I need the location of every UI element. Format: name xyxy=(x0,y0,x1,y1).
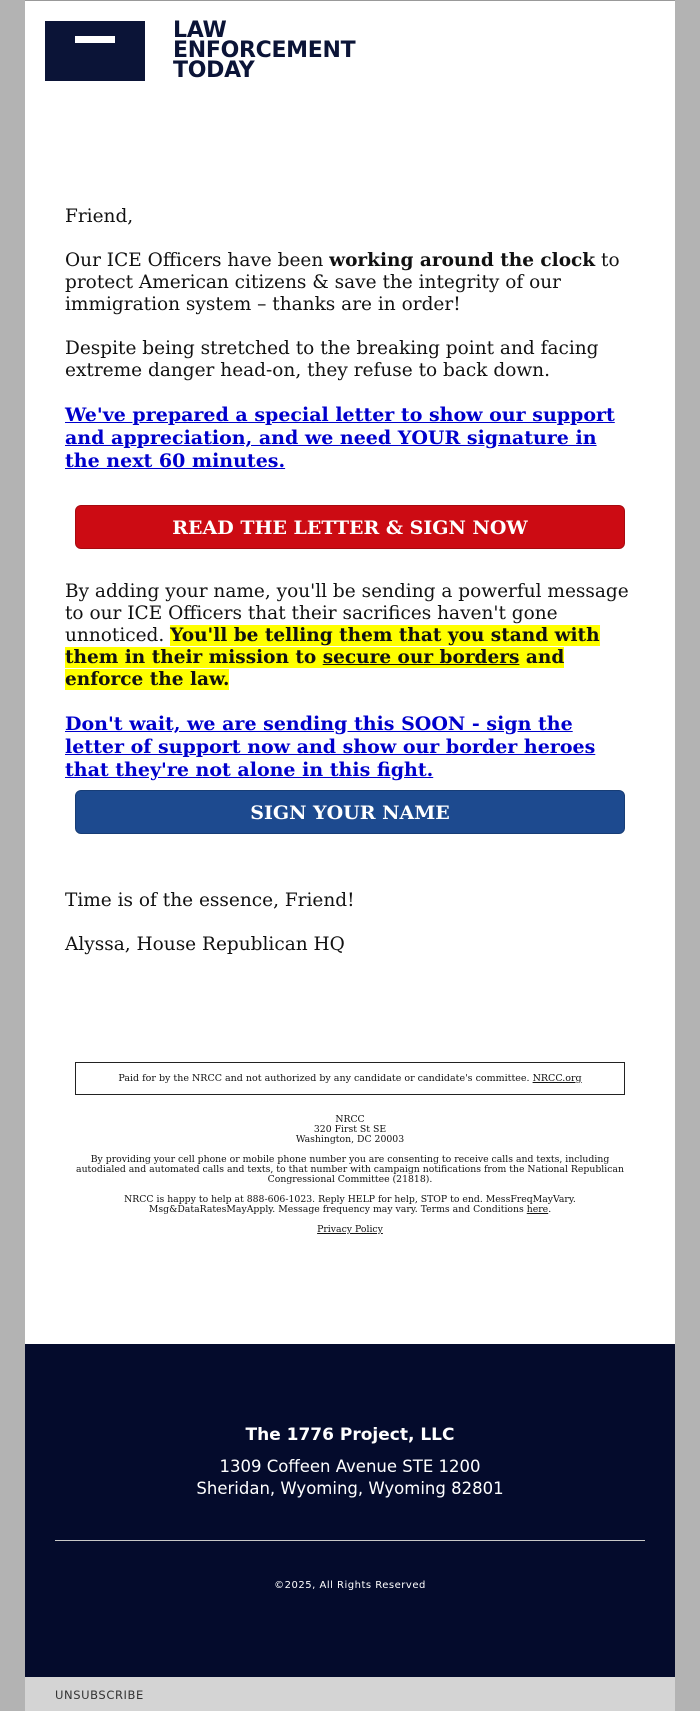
terms-here-link[interactable]: here xyxy=(526,1204,549,1215)
legal-text xyxy=(65,1115,635,1245)
footer xyxy=(25,1344,675,1677)
sms-consent: By providing your cell phone or mobile phone number you are consenting to receive calls and texts, including autodialed and automated calls and texts, to that number with campaign notifications from the National Republican Congressional Committee (21818). xyxy=(76,1154,624,1185)
footer-divider xyxy=(55,1540,645,1541)
logo-text-today: TODAY xyxy=(173,58,255,83)
company-address-line1: 1309 Coffeen Avenue STE 1200 xyxy=(219,1457,481,1476)
unsubscribe-link[interactable]: UNSUBSCRIBE xyxy=(55,1688,144,1702)
privacy-paragraph xyxy=(65,1225,635,1235)
paid-for-disclaimer xyxy=(75,1062,625,1095)
dont-wait-link[interactable]: Don't wait, we are sending this SOON - sign the letter of support now and show our border heroes that they're not alone in this fight. xyxy=(65,713,596,781)
hl-end: and enforce the law. xyxy=(65,647,565,690)
company-address-line2: Sheridan, Wyoming, Wyoming 82801 xyxy=(196,1479,504,1498)
paragraph-ice-officers xyxy=(65,250,635,316)
message-content xyxy=(65,206,635,978)
org-street: 320 First St SE xyxy=(313,1124,387,1135)
read-letter-sign-button[interactable]: READ THE LETTER & SIGN NOW xyxy=(75,505,625,549)
company-name: The 1776 Project, LLC xyxy=(245,1425,455,1445)
p1-bold: working around the clock xyxy=(329,250,596,271)
help-text-body: NRCC is happy to help at 888-606-1023. Reply HELP for help, STOP to end. MessFreqMayVary. Msg&DataRatesMayApply. Message frequency may vary. Terms and Conditions xyxy=(124,1194,576,1215)
hl-start: You'll be telling them that you stand with them in their mission to xyxy=(65,625,600,668)
sign-your-name-button[interactable]: SIGN YOUR NAME xyxy=(75,790,625,834)
p3-text: By adding your name, you'll be sending a powerful message to our ICE Officers that their sacrifices haven't gone unnoticed. xyxy=(65,581,629,646)
p1-start: Our ICE Officers have been xyxy=(65,250,330,271)
help-text: NRCC is happy to help at 888-606-1023. Reply HELP for help, STOP to end. MessFreqMayVary. Msg&DataRatesMayApply. Message frequency may vary. Terms and Conditions here. xyxy=(124,1194,576,1215)
org-address xyxy=(65,1115,635,1145)
paragraph-breaking-point: Despite being stretched to the breaking point and facing extreme danger head-on, they refuse to back down. xyxy=(65,338,599,381)
law-enforcement-today-logo[interactable] xyxy=(45,18,365,83)
greeting: Friend, xyxy=(65,206,134,227)
org-city: Washington, DC 20003 xyxy=(295,1134,405,1145)
logo-text-law: LAW xyxy=(173,18,227,43)
org-name: NRCC xyxy=(335,1114,365,1125)
copyright: ©2025, All Rights Reserved xyxy=(274,1580,426,1591)
dont-wait-paragraph xyxy=(65,713,635,782)
nrcc-org-link[interactable]: NRCC.org xyxy=(532,1073,582,1084)
unsubscribe-bar xyxy=(25,1677,675,1711)
p1-end: to protect American citizens & save the integrity of our immigration system – thanks are in order! xyxy=(65,250,620,315)
secure-borders-link[interactable]: secure our borders xyxy=(322,647,520,668)
let-logo-mark-icon xyxy=(45,21,155,83)
paid-for-text: Paid for by the NRCC and not authorized by any candidate or candidate's committee. xyxy=(118,1073,533,1084)
signature: Alyssa, House Republican HQ xyxy=(65,934,345,955)
special-letter-paragraph xyxy=(65,404,635,473)
privacy-policy-link[interactable]: Privacy Policy xyxy=(317,1224,383,1235)
logo-text-enforcement: ENFORCEMENT xyxy=(173,38,356,63)
special-letter-link[interactable]: We've prepared a special letter to show our support and appreciation, and we need YOUR signature in the next 60 minutes. xyxy=(65,404,615,472)
closing-line: Time is of the essence, Friend! xyxy=(65,890,355,911)
paragraph-adding-name xyxy=(65,581,635,691)
